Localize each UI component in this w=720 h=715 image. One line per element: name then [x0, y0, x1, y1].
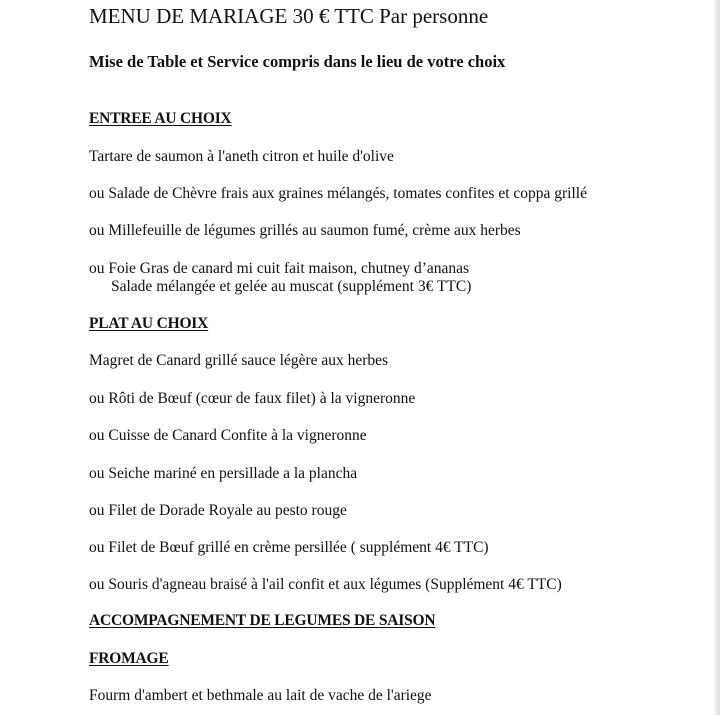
plat-item: ou Cuisse de Canard Confite à la vigneronne — [89, 427, 367, 444]
page-edge-shadow — [714, 0, 720, 715]
entree-item: ou Foie Gras de canard mi cuit fait maison, chutney d’ananas — [89, 260, 470, 277]
accompagnement-heading: ACCOMPAGNEMENT DE LEGUMES DE SAISON — [89, 612, 436, 629]
entree-heading: ENTREE AU CHOIX — [89, 110, 232, 127]
plat-item: ou Filet de Bœuf grillé en crème persillée ( supplément 4€ TTC) — [89, 539, 489, 556]
menu-title: MENU DE MARIAGE 30 € TTC Par personne — [89, 4, 489, 28]
fromage-heading: FROMAGE — [89, 650, 169, 667]
entree-item: ou Millefeuille de légumes grillés au saumon fumé, crème aux herbes — [89, 222, 521, 239]
entree-item: ou Salade de Chèvre frais aux graines mélangés, tomates confites et coppa grillé — [89, 185, 587, 202]
plat-item: ou Souris d'agneau braisé à l'ail confit et aux légumes (Supplément 4€ TTC) — [89, 576, 562, 593]
plat-item: Magret de Canard grillé sauce légère aux herbes — [89, 352, 389, 369]
menu-subtitle: Mise de Table et Service compris dans le lieu de votre choix — [89, 52, 506, 71]
plat-item: ou Seiche mariné en persillade a la plancha — [89, 465, 358, 482]
fromage-item: Fourm d'ambert et bethmale au lait de vache de l'ariege — [89, 687, 432, 704]
entree-item: Tartare de saumon à l'aneth citron et huile d'olive — [89, 148, 394, 165]
plat-heading: PLAT AU CHOIX — [89, 315, 209, 332]
plat-item: ou Filet de Dorade Royale au pesto rouge — [89, 502, 347, 519]
entree-item-continuation: Salade mélangée et gelée au muscat (supplément 3€ TTC) — [111, 278, 472, 295]
plat-item: ou Rôti de Bœuf (cœur de faux filet) à la vigneronne — [89, 390, 416, 407]
